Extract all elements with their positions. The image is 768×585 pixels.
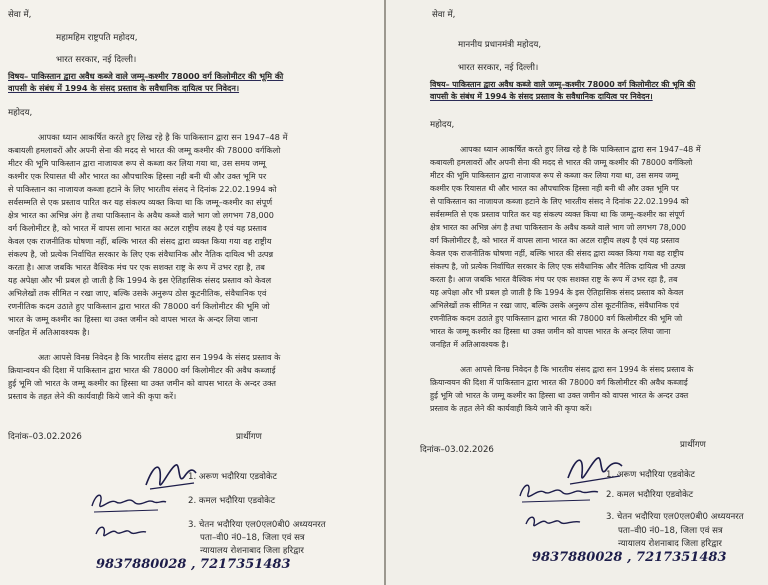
body-line: मीटर की भूमि पाकिस्तान द्वारा नाजायज रूप से कब्जा कर लिया गया था, उस समय जम्मू xyxy=(430,171,679,180)
body-line: सर्वसम्मति से एक प्रस्ताव पारित कर यह संकल्प व्यक्त किया था कि जम्मू–कश्मीर का संपूर्ण xyxy=(8,197,273,207)
body-line: क्षेत्र भारत का अभिन्न अंग है तथा पाकिस्तान के अवैध कब्जे वाले भाग जो लगभग 78,000 xyxy=(430,223,687,232)
body-line: कबायली हमलावरों और अपनी सेना की मदद से भारत की जम्मू कश्मीर की 78000 वर्गकिलो xyxy=(8,145,281,155)
signatory-2: 2. कमल भदौरिया एडवोकेट xyxy=(606,490,694,500)
handwritten-phone-numbers: 9837880028 , 7217351483 xyxy=(532,550,727,565)
body-line: करता है। आज जबकि भारत वैश्विक मंच पर एक सशक्त राष्ट्र के रूप में उभर रहा है, तब xyxy=(8,262,265,272)
body-line: मीटर की भूमि पाकिस्तान द्वारा नाजायज रूप से कब्जा कर लिया गया था, उस समय जम्मू xyxy=(8,158,266,168)
body-line: जनहित में अतिआवश्यक है। xyxy=(430,340,509,349)
signature-kamal xyxy=(88,488,168,518)
body-line: प्रस्ताव के तहत लेने की कार्यवाही किये जाने की कृपा करें। xyxy=(430,404,592,413)
body-line: हुई भूमि जो भारत के जम्मू कश्मीर का हिस्सा था उक्त जमीन को वापस भारत के अन्दर उक्त xyxy=(430,391,689,400)
body-line: केवल एक राजनीतिक घोषणा नहीं, बल्कि भारत की संसद द्वारा व्यक्त किया गया वह राष्ट्रीय xyxy=(430,249,684,258)
body-line: अतः आपसे विनम्र निवेदन है कि भारतीय संसद द्वारा सन 1994 के संसद प्रस्ताव के xyxy=(460,365,694,374)
signatory-address-2: न्यायालय रोशनाबाद जिला हरिद्वार xyxy=(618,539,722,549)
subject-line-2: वापसी के संबंध में 1994 के संसद प्रस्ताव के सवैधानिक दायित्व पर निवेदन। xyxy=(8,83,240,93)
body-line: वर्ग किलोमीटर है, को भारत में वापस लाना भारत का अटल राष्ट्रीय लक्ष्य है एवं यह प्रस्ताव xyxy=(430,236,680,245)
signatory-3: 3. चेतन भदौरिया एल0एल0बी0 अध्ययनरत xyxy=(606,512,744,522)
body-line: भारत के जम्मू कश्मीर का हिस्सा था उक्त जमीन को वापस भारत के अन्दर लिया जाना xyxy=(430,327,671,336)
subject-line-2: वापसी के संबंध में 1994 के संसद प्रस्ताव के सवैधानिक दायित्व पर निवेदन। xyxy=(430,92,653,101)
body-line: करता है। आज जबकि भारत वैश्विक मंच पर एक सशक्त राष्ट्र के रूप में उभर रहा है, तब xyxy=(430,275,678,284)
body-line: यह अपेक्षा और भी प्रबल हो जाती है कि 1994 के इस ऐतिहासिक संसद प्रस्ताव को केवल xyxy=(8,275,272,285)
body-line: वर्ग किलोमीटर है, को भारत में वापस लाना भारत का अटल राष्ट्रीय लक्ष्य है एवं यह प्रस्ताव xyxy=(8,223,267,233)
body-line: भारत के जम्मू कश्मीर का हिस्सा था उक्त जमीन को वापस भारत के अन्दर लिया जाना xyxy=(8,314,258,324)
body-line: से पाकिस्तान का नाजायज कब्जा हटाने के लिए भारतीय संसद ने दिनांक 22.02.1994 को xyxy=(8,184,277,194)
body-line: संकल्प है, जो प्रत्येक निर्वाचित सरकार के लिए एक संवैधानिक और नैतिक दायित्व भी उत्पन्न xyxy=(8,249,274,259)
address: भारत सरकार, नई दिल्ली। xyxy=(458,63,539,73)
signatory-address-2: न्यायालय रोशनाबाद जिला हरिद्वार xyxy=(200,546,304,556)
body-line: जनहित में अतिआवश्यक है। xyxy=(8,327,90,337)
subject-line-1: विषय– पाकिस्तान द्वारा अवैध कब्जे वाले जम्मू–कश्मीर 78000 वर्ग किलोमीटर की भूमि की xyxy=(430,80,696,89)
subject-line-1: विषय– पाकिस्तान द्वारा अवैध कब्जे वाले जम्मू–कश्मीर 78000 वर्ग किलोमीटर की भूमि की xyxy=(8,71,284,81)
greeting: महोदय, xyxy=(8,108,33,118)
addressee: माननीय प्रधानमंत्री महोदय, xyxy=(458,40,542,50)
body-line: हुई भूमि जो भारत के जम्मू कश्मीर का हिस्सा था उक्त जमीन को वापस भारत के अन्दर उक्त xyxy=(8,378,277,388)
body-line: सर्वसम्मति से एक प्रस्ताव पारित कर यह संकल्प व्यक्त किया था कि जम्मू–कश्मीर का संपूर्ण xyxy=(430,210,685,219)
body-line: प्रस्ताव के तहत लेने की कार्यवाही किये जाने की कृपा करें। xyxy=(8,391,177,401)
body-line: आपका ध्यान आकर्षित करते हुए लिख रहे है कि पाकिस्तान द्वारा सन 1947–48 में xyxy=(460,145,701,154)
address: भारत सरकार, नई दिल्ली। xyxy=(56,55,137,65)
body-line: क्रियान्वयन की दिशा में पाकिस्तान द्वारा भारत की 78000 वर्ग किलोमीटर की अवैध कब्जाई xyxy=(8,365,276,375)
body-line: से पाकिस्तान का नाजायज कब्जा हटाने के लिए भारतीय संसद ने दिनांक 22.02.1994 को xyxy=(430,197,689,206)
body-line: रणनीतिक कदम उठाते हुए पाकिस्तान द्वारा भारत की 78000 वर्ग किलोमीटर की भूमि जो xyxy=(430,314,683,323)
body-line: क्षेत्र भारत का अभिन्न अंग है तथा पाकिस्तान के अवैध कब्जे वाले भाग जो लगभग 78,000 xyxy=(8,210,274,220)
body-line: यह अपेक्षा और भी प्रबल हो जाती है कि 1994 के इस ऐतिहासिक संसद प्रस्ताव को केवल xyxy=(430,288,684,297)
body-line: अभिलेखों तक सीमित न रखा जाए, बल्कि उसके अनुरूप ठोस कूटनीतिक, संवैधानिक एवं xyxy=(8,288,267,298)
addressee: महामहिम राष्ट्रपति महोदय, xyxy=(56,33,138,43)
signatory-2: 2. कमल भदौरिया एडवोकेट xyxy=(188,496,276,506)
signatory-3: 3. चेतन भदौरिया एल0एल0बी0 अध्ययनरत xyxy=(188,520,326,530)
salutation: सेवा में, xyxy=(8,10,32,20)
signatory-address-1: पता–वी0 नं0–18, जिला एवं सत्र xyxy=(618,526,723,536)
body-line: कश्मीर एक रियासत थी और भारत का औपचारिक हिस्सा नही बनी थी और उक्त भूमि पर xyxy=(8,171,267,181)
handwritten-phone-numbers: 9837880028 , 7217351483 xyxy=(96,557,291,572)
signature-kamal xyxy=(516,478,600,508)
body-line: रणनीतिक कदम उठाते हुए पाकिस्तान द्वारा भारत की 78000 वर्ग किलोमीटर की भूमि जो xyxy=(8,301,270,311)
body-line: अभिलेखों तक सीमित न रखा जाए, बल्कि उसके अनुरूप ठोस कूटनीतिक, संवैधानिक एवं xyxy=(430,301,679,310)
body-line: कश्मीर एक रियासत थी और भारत का औपचारिक हिस्सा नही बनी थी और उक्त भूमि पर xyxy=(430,184,679,193)
body-line: संकल्प है, जो प्रत्येक निर्वाचित सरकार के लिए एक संवैधानिक और नैतिक दायित्व भी उत्पन्न xyxy=(430,262,686,271)
signatory-1: 1. अरूण भदौरिया एडवोकेट xyxy=(606,470,695,480)
body-line: कबायली हमलावरों और अपनी सेना की मदद से भारत की जम्मू कश्मीर की 78000 वर्गकिलो xyxy=(430,158,693,167)
signatory-title: प्रार्थीगण xyxy=(680,440,706,450)
signatory-address-1: पता–वी0 नं0–18, जिला एवं सत्र xyxy=(200,533,305,543)
letter-page-prime-minister xyxy=(386,0,768,585)
body-line: क्रियान्वयन की दिशा में पाकिस्तान द्वारा भारत की 78000 वर्ग किलोमीटर की अवैध कब्जाई xyxy=(430,378,688,387)
body-line: आपका ध्यान आकर्षित करते हुए लिख रहे है कि पाकिस्तान द्वारा सन 1947–48 में xyxy=(38,132,288,142)
signatory-1: 1. अरूण भदौरिया एडवोकेट xyxy=(188,472,277,482)
date: दिनांक–03.02.2026 xyxy=(420,445,494,455)
greeting: महोदय, xyxy=(430,120,455,130)
signatory-title: प्रार्थीगण xyxy=(236,432,262,442)
body-line: केवल एक राजनीतिक घोषणा नहीं, बल्कि भारत की संसद द्वारा व्यक्त किया गया वह राष्ट्रीय xyxy=(8,236,272,246)
body-line: अतः आपसे विनम्र निवेदन है कि भारतीय संसद द्वारा सन 1994 के संसद प्रस्ताव के xyxy=(38,352,281,362)
signature-chetan xyxy=(92,520,148,542)
date: दिनांक–03.02.2026 xyxy=(8,432,82,442)
signature-chetan xyxy=(522,510,582,532)
salutation: सेवा में, xyxy=(432,10,456,20)
